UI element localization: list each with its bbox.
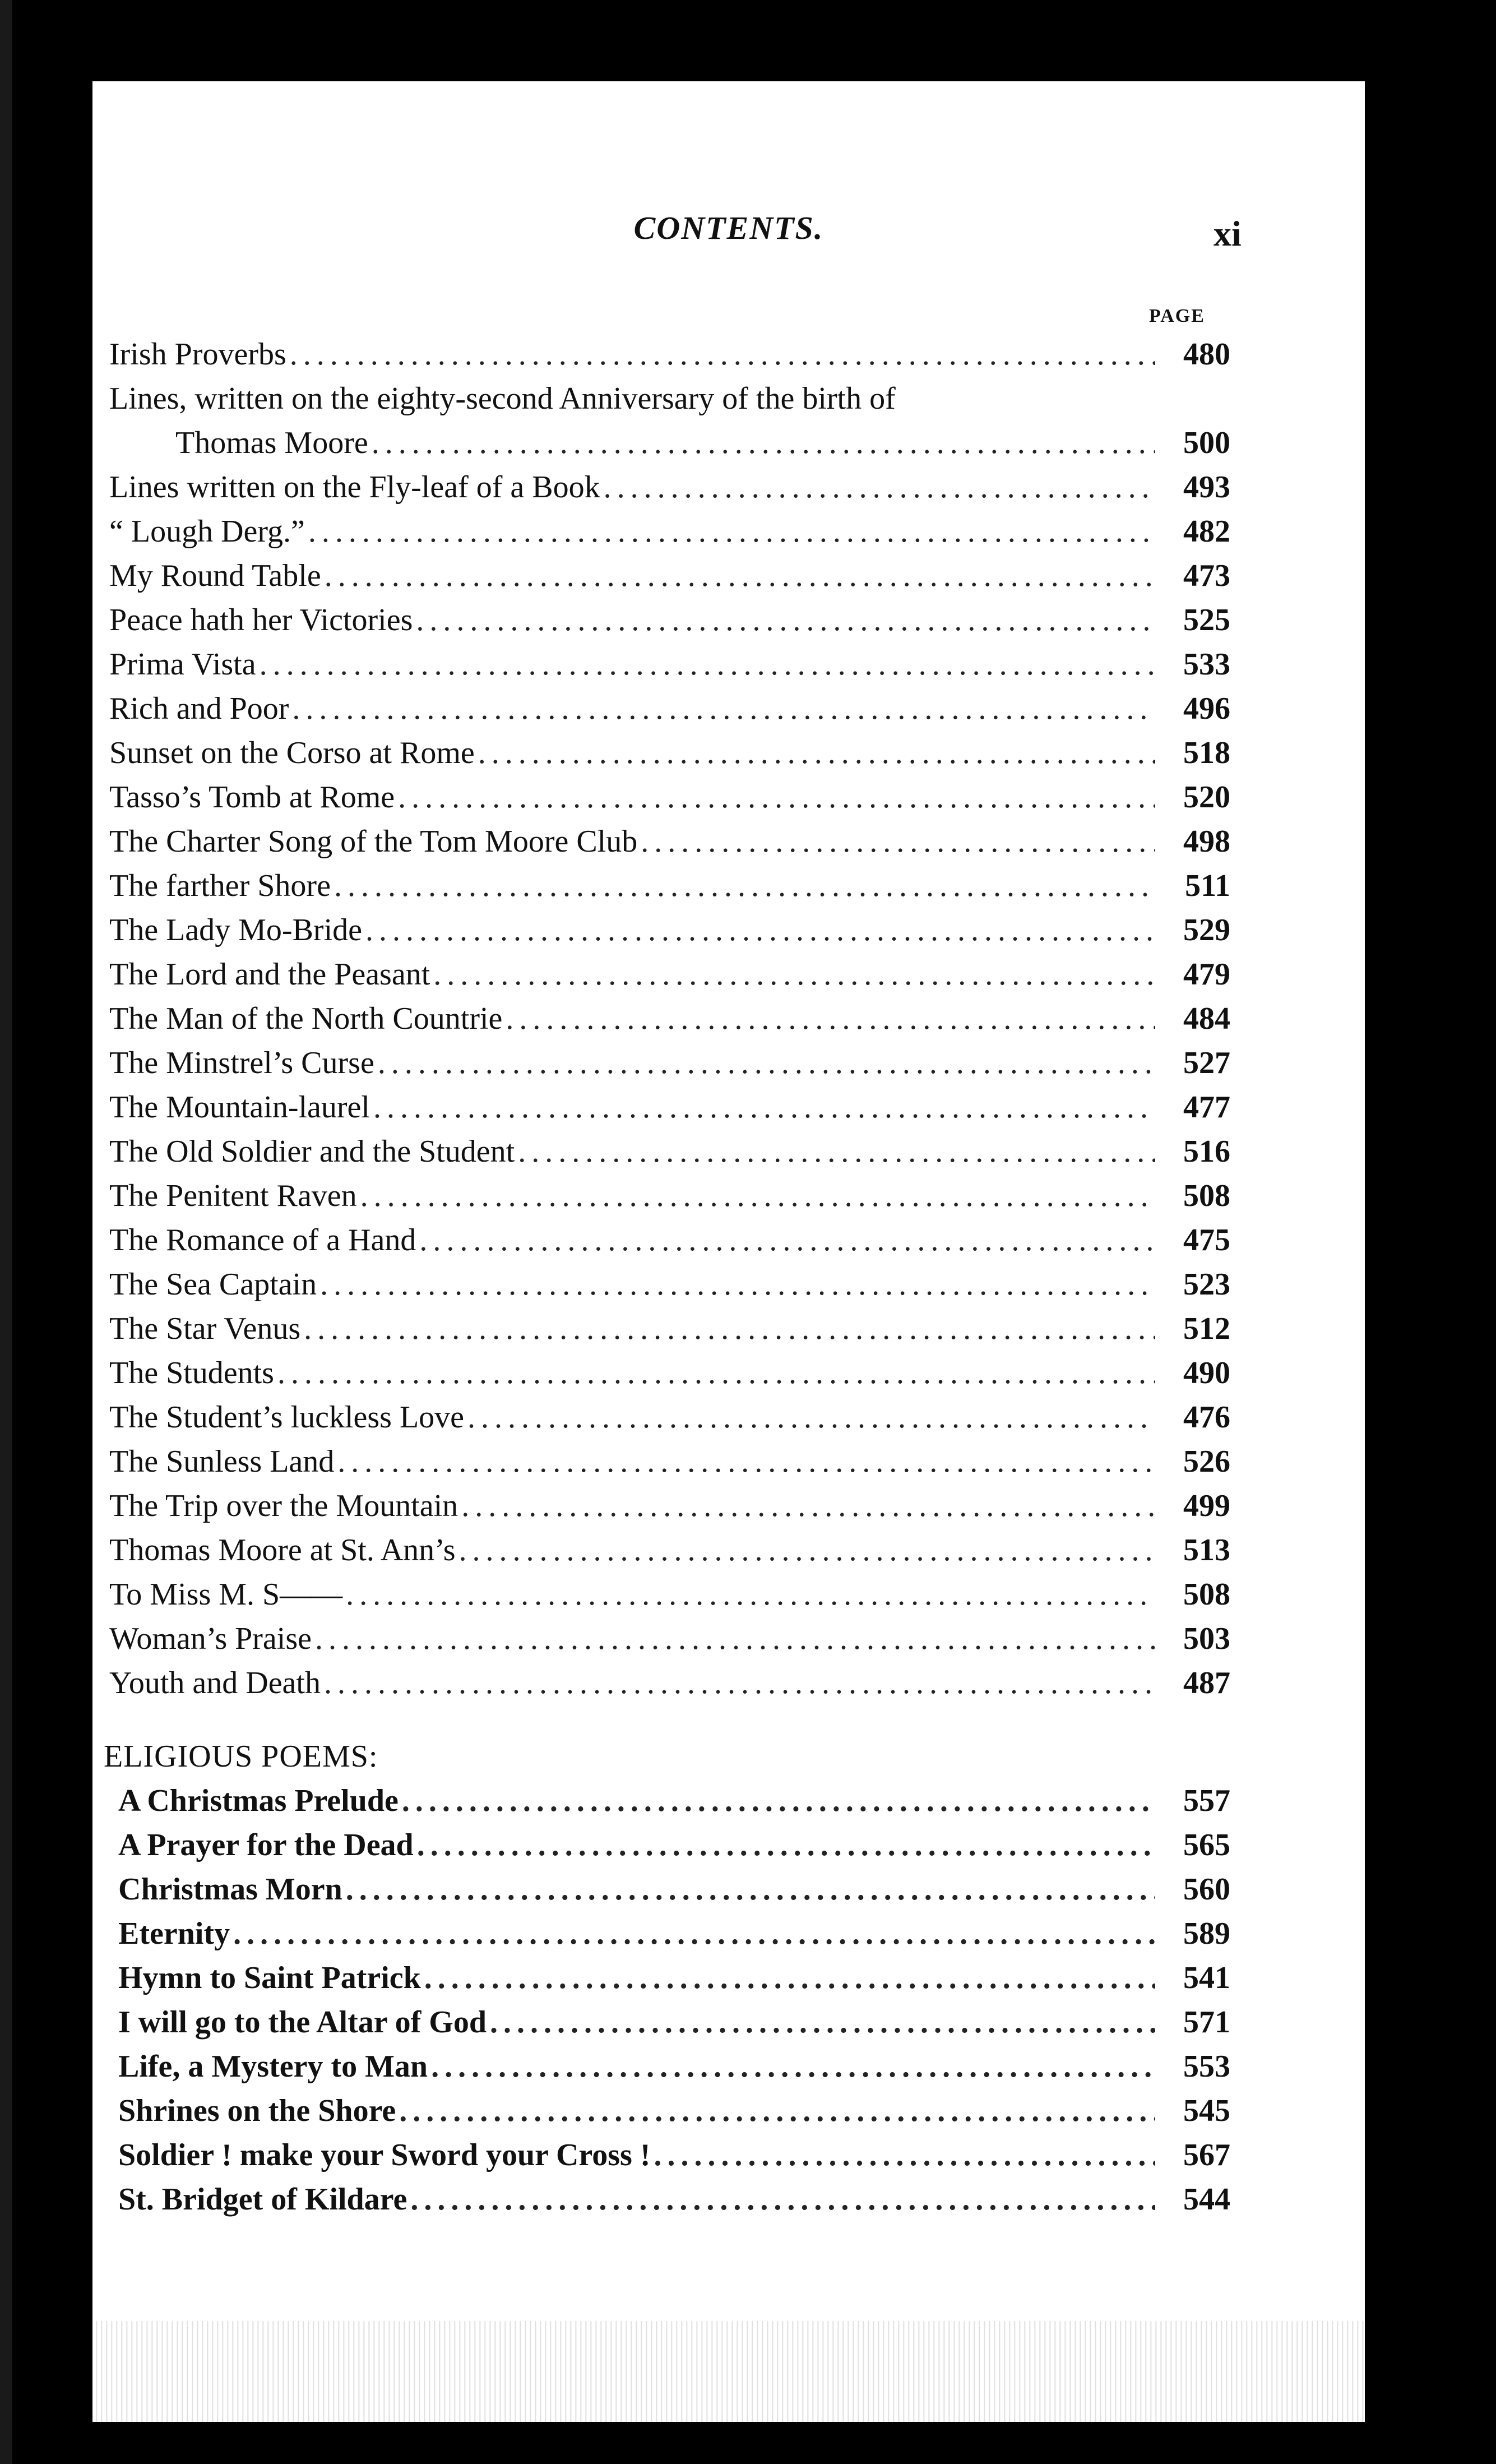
dot-leader xyxy=(459,1532,1155,1568)
entry-title: The Sunless Land xyxy=(109,1444,335,1479)
entry-page: 529 xyxy=(1183,913,1230,947)
entry-page: 493 xyxy=(1183,470,1230,505)
entry-title: Life, a Mystery to Man xyxy=(118,2049,428,2084)
entry-page: 545 xyxy=(1183,2093,1230,2128)
dot-leader xyxy=(346,1577,1155,1612)
entry-title: The Mountain-laurel xyxy=(109,1090,370,1125)
entry-title: The Lady Mo-Bride xyxy=(109,913,362,947)
dot-leader xyxy=(431,2049,1155,2084)
dot-leader xyxy=(402,1783,1155,1819)
toc-entry xyxy=(109,602,1230,646)
entry-title: The Penitent Raven xyxy=(109,1178,357,1213)
entry-title: The Star Venus xyxy=(109,1311,301,1346)
dot-leader xyxy=(324,1665,1155,1701)
dot-leader xyxy=(416,602,1155,638)
page-column-label: PAGE xyxy=(1149,306,1205,326)
dot-leader xyxy=(518,1134,1155,1169)
entry-page: 553 xyxy=(1183,2049,1230,2084)
entry-title: Soldier ! make your Sword your Cross ! xyxy=(118,2138,651,2172)
toc-entry xyxy=(109,1355,1230,1399)
entry-page: 557 xyxy=(1183,1783,1230,1818)
entry-page: 475 xyxy=(1183,1223,1230,1258)
dot-leader xyxy=(410,2181,1155,2217)
entry-title: The Lord and the Peasant xyxy=(109,957,430,992)
toc-entry xyxy=(109,1960,1230,2004)
entry-title: To Miss M. S—— xyxy=(109,1577,343,1612)
entry-page: 544 xyxy=(1183,2182,1230,2217)
toc-entry xyxy=(109,2004,1230,2049)
dot-leader xyxy=(277,1355,1155,1391)
page-number: xi xyxy=(1214,214,1242,253)
entry-page: 484 xyxy=(1183,1001,1230,1036)
entry-title: Christmas Morn xyxy=(118,1872,342,1907)
entry-title: Woman’s Praise xyxy=(109,1621,312,1656)
entry-title: Lines, written on the eighty-second Anniversary of the birth of xyxy=(109,381,896,416)
scan-noise xyxy=(92,2321,1365,2422)
toc-entry xyxy=(109,558,1230,602)
dot-leader xyxy=(325,558,1155,594)
entry-title: Youth and Death xyxy=(109,1666,321,1700)
entry-page: 560 xyxy=(1183,1872,1230,1907)
dot-leader xyxy=(641,824,1155,859)
toc-entry xyxy=(109,2181,1230,2226)
entry-page: 512 xyxy=(1183,1311,1230,1346)
religious-poems-list xyxy=(109,1783,1230,2226)
entry-page: 526 xyxy=(1183,1444,1230,1479)
entry-title: Hymn to Saint Patrick xyxy=(118,1961,421,1995)
dot-leader xyxy=(490,2004,1155,2040)
toc-entry xyxy=(109,1222,1230,1266)
entry-page: 473 xyxy=(1183,558,1230,593)
entry-title: My Round Table xyxy=(109,558,321,593)
toc-entry xyxy=(109,1871,1230,1916)
entry-title: The Students xyxy=(109,1356,274,1390)
entry-page: 520 xyxy=(1183,780,1230,815)
entry-page: 490 xyxy=(1183,1356,1230,1390)
dot-leader xyxy=(292,691,1155,727)
entry-page: 511 xyxy=(1185,868,1230,903)
entry-page: 508 xyxy=(1183,1178,1230,1213)
toc-entry xyxy=(109,1444,1230,1488)
dot-leader xyxy=(260,646,1155,682)
entry-page: 499 xyxy=(1183,1488,1230,1523)
entry-page: 477 xyxy=(1183,1090,1230,1125)
entry-page: 567 xyxy=(1183,2138,1230,2172)
entry-title: Tasso’s Tomb at Rome xyxy=(109,780,395,815)
toc-entry xyxy=(109,336,1230,381)
entry-title: Rich and Poor xyxy=(109,691,289,726)
running-head: CONTENTS. xyxy=(633,210,824,246)
entry-page: 527 xyxy=(1183,1046,1230,1080)
entry-title: Lines written on the Fly-leaf of a Book xyxy=(109,470,600,505)
toc-entry xyxy=(109,912,1230,956)
entry-title: A Prayer for the Dead xyxy=(118,1828,414,1862)
dot-leader xyxy=(478,735,1155,771)
toc-entry xyxy=(109,2093,1230,2137)
entry-title: Prima Vista xyxy=(109,647,256,682)
entry-page: 480 xyxy=(1183,337,1230,372)
section-heading: ELIGIOUS POEMS: xyxy=(104,1739,378,1774)
entry-page: 518 xyxy=(1183,736,1230,770)
poems-list xyxy=(109,336,1230,1709)
toc-entry xyxy=(109,1488,1230,1532)
entry-title: The Student’s luckless Love xyxy=(109,1400,465,1435)
entry-title: The Man of the North Countrie xyxy=(109,1001,503,1036)
toc-entry xyxy=(109,1916,1230,1960)
toc-entry xyxy=(109,1045,1230,1089)
toc-entry xyxy=(109,735,1230,779)
entry-title: Thomas Moore at St. Ann’s xyxy=(109,1533,456,1568)
toc-entry xyxy=(109,1178,1230,1222)
book-spine-edge xyxy=(0,0,12,2464)
entry-title: Shrines on the Shore xyxy=(118,2093,396,2128)
toc-entry xyxy=(109,1577,1230,1621)
dot-leader xyxy=(308,514,1155,549)
dot-leader xyxy=(360,1178,1155,1214)
dot-leader xyxy=(433,956,1155,992)
toc-entry xyxy=(109,2049,1230,2093)
entry-title: The Trip over the Mountain xyxy=(109,1488,458,1523)
dot-leader xyxy=(315,1621,1155,1657)
toc-entry xyxy=(109,779,1230,824)
toc-entry xyxy=(109,646,1230,691)
dot-leader xyxy=(424,1960,1155,1996)
entry-page: 500 xyxy=(1183,426,1230,460)
entry-page: 496 xyxy=(1183,691,1230,726)
entry-page: 487 xyxy=(1183,1666,1230,1700)
toc-entry xyxy=(109,1089,1230,1134)
dot-leader xyxy=(654,2137,1155,2173)
toc-entry xyxy=(109,425,1230,469)
toc-entry xyxy=(109,2137,1230,2181)
entry-title: The Minstrel’s Curse xyxy=(109,1046,374,1080)
dot-leader xyxy=(373,1089,1155,1125)
book-page xyxy=(92,81,1365,2422)
toc-entry xyxy=(109,1001,1230,1045)
dot-leader xyxy=(337,1444,1155,1480)
dot-leader xyxy=(604,469,1155,505)
entry-page: 525 xyxy=(1183,603,1230,637)
toc-entry xyxy=(109,824,1230,868)
dot-leader xyxy=(334,868,1155,904)
dot-leader xyxy=(398,779,1155,815)
entry-page: 533 xyxy=(1183,647,1230,682)
toc-entry xyxy=(109,381,1230,425)
toc-entry xyxy=(109,1532,1230,1577)
entry-page: 513 xyxy=(1183,1533,1230,1568)
dot-leader xyxy=(417,1827,1155,1863)
toc-entry xyxy=(109,1621,1230,1665)
entry-page: 498 xyxy=(1183,824,1230,859)
entry-page: 516 xyxy=(1183,1134,1230,1169)
dot-leader xyxy=(233,1916,1155,1952)
dot-leader xyxy=(346,1871,1155,1907)
entry-title: The Romance of a Hand xyxy=(109,1223,416,1258)
entry-title: Irish Proverbs xyxy=(109,337,286,372)
entry-title: The Charter Song of the Tom Moore Club xyxy=(109,824,638,859)
entry-title: Sunset on the Corso at Rome xyxy=(109,736,475,770)
dot-leader xyxy=(304,1311,1155,1347)
dot-leader xyxy=(399,2093,1155,2129)
entry-title: Eternity xyxy=(118,1916,230,1951)
contents-list xyxy=(104,336,1230,2226)
toc-entry xyxy=(109,1827,1230,1871)
dot-leader xyxy=(378,1045,1155,1081)
dot-leader xyxy=(419,1222,1155,1258)
entry-title: I will go to the Altar of God xyxy=(118,2005,487,2040)
entry-page: 523 xyxy=(1183,1267,1230,1302)
toc-entry xyxy=(109,691,1230,735)
entry-title: The Old Soldier and the Student xyxy=(109,1134,515,1169)
toc-entry xyxy=(109,469,1230,514)
entry-title: St. Bridget of Kildare xyxy=(118,2182,407,2217)
dot-leader xyxy=(372,425,1155,461)
entry-page: 565 xyxy=(1183,1828,1230,1862)
dot-leader xyxy=(467,1399,1155,1435)
entry-page: 589 xyxy=(1183,1916,1230,1951)
toc-entry xyxy=(109,514,1230,558)
toc-entry xyxy=(109,868,1230,912)
entry-page: 508 xyxy=(1183,1577,1230,1612)
entry-title: The Sea Captain xyxy=(109,1267,317,1302)
dot-leader xyxy=(365,912,1155,948)
entry-page: 571 xyxy=(1183,2005,1230,2040)
toc-entry xyxy=(109,956,1230,1001)
entry-title: Peace hath her Victories xyxy=(109,603,413,637)
entry-title: The farther Shore xyxy=(109,868,331,903)
entry-page: 482 xyxy=(1183,514,1230,549)
toc-entry xyxy=(109,1134,1230,1178)
dot-leader xyxy=(461,1488,1155,1524)
toc-entry xyxy=(109,1783,1230,1827)
entry-page: 503 xyxy=(1183,1621,1230,1656)
entry-title: A Christmas Prelude xyxy=(118,1783,399,1818)
entry-title: Thomas Moore xyxy=(175,426,368,460)
toc-entry xyxy=(109,1399,1230,1444)
toc-entry xyxy=(109,1311,1230,1355)
entry-title: “ Lough Derg.” xyxy=(109,514,305,549)
entry-page: 541 xyxy=(1183,1961,1230,1995)
entry-page: 476 xyxy=(1183,1400,1230,1435)
dot-leader xyxy=(290,336,1155,372)
toc-entry xyxy=(109,1266,1230,1311)
entry-page: 479 xyxy=(1183,957,1230,992)
toc-entry xyxy=(109,1665,1230,1709)
dot-leader xyxy=(320,1266,1155,1302)
dot-leader xyxy=(506,1001,1155,1037)
